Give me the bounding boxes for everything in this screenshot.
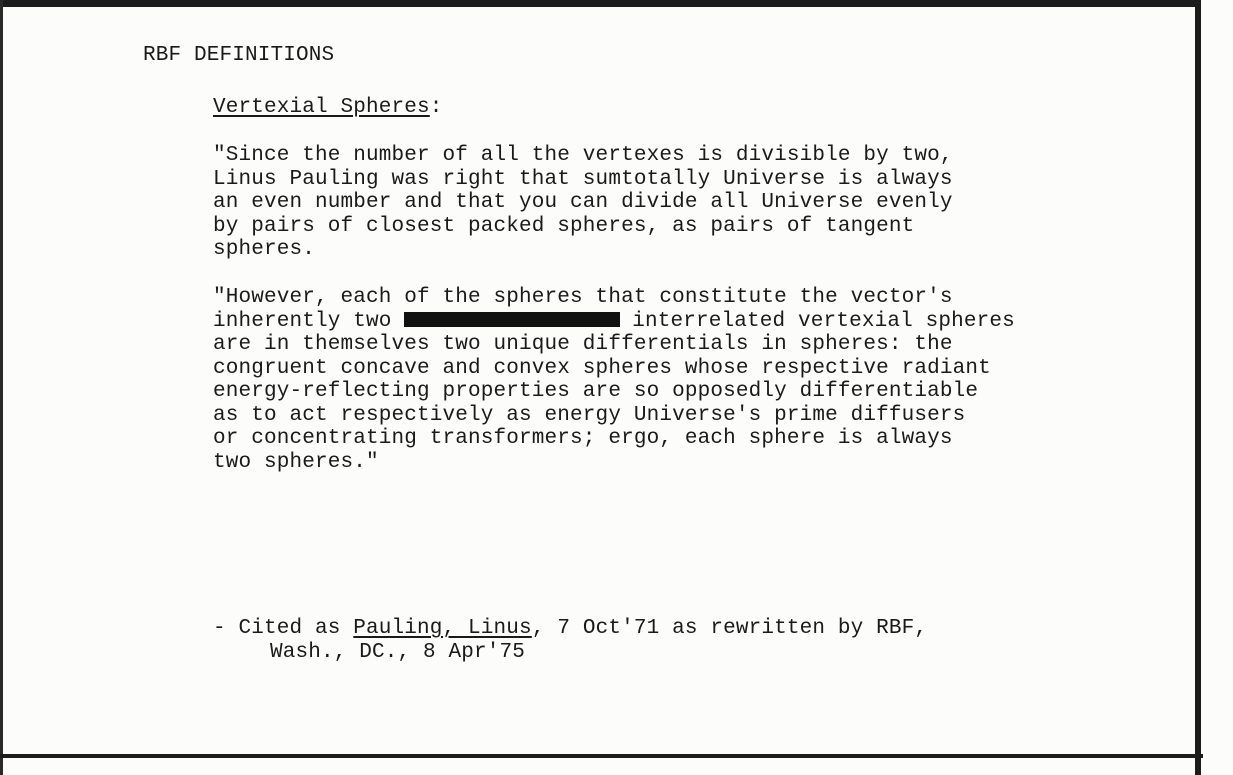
para2-line: are in themselves two unique differentials in spheres: the — [213, 333, 953, 356]
citation — [213, 617, 927, 664]
para2-line: congruent concave and convex spheres whose respective radiant — [213, 356, 991, 380]
definition-term — [213, 96, 443, 120]
card-border-left — [0, 0, 3, 775]
para2-line-end: interrelated vertexial spheres — [632, 309, 1015, 333]
quote-paragraph-1 — [213, 144, 953, 262]
para2-line: as to act respectively as energy Universe's prime diffusers — [213, 403, 966, 427]
card-border-right — [1195, 0, 1201, 775]
citation-suffix: , 7 Oct'71 as rewritten by RBF, — [531, 617, 928, 640]
citation-place-date: Wash., DC., 8 Apr'75 — [270, 640, 526, 664]
para2-line: or concentrating transformers; ergo, each sphere is always — [213, 427, 953, 450]
citation-prefix: - Cited as — [213, 617, 354, 640]
card-border-bottom — [0, 754, 1203, 758]
para1-line: Linus Pauling was right that sumtotally Universe is always — [213, 167, 953, 191]
redaction-bar — [404, 312, 620, 327]
card-border-top — [0, 0, 1200, 7]
para1-line: "Since the number of all the vertexes is divisible by two, — [213, 144, 953, 167]
definition-term-text: Vertexial Spheres — [213, 96, 430, 119]
document-header: RBF DEFINITIONS — [143, 44, 335, 67]
para2-line: energy-reflecting properties are so opposedly differentiable — [213, 380, 979, 403]
citation-name: Pauling, Linus — [353, 617, 532, 640]
para1-line: an even number and that you can divide all Universe evenly — [213, 191, 953, 214]
para1-line: by pairs of closest packed spheres, as pairs of tangent — [213, 214, 915, 238]
para1-line: spheres. — [213, 238, 316, 261]
para2-line-start: inherently two — [213, 309, 405, 333]
para2-line: "However, each of the spheres that constitute the vector's — [213, 286, 953, 309]
definition-term-colon: : — [429, 96, 443, 119]
para2-line: two spheres." — [213, 450, 379, 474]
quote-paragraph-2 — [213, 286, 1015, 474]
